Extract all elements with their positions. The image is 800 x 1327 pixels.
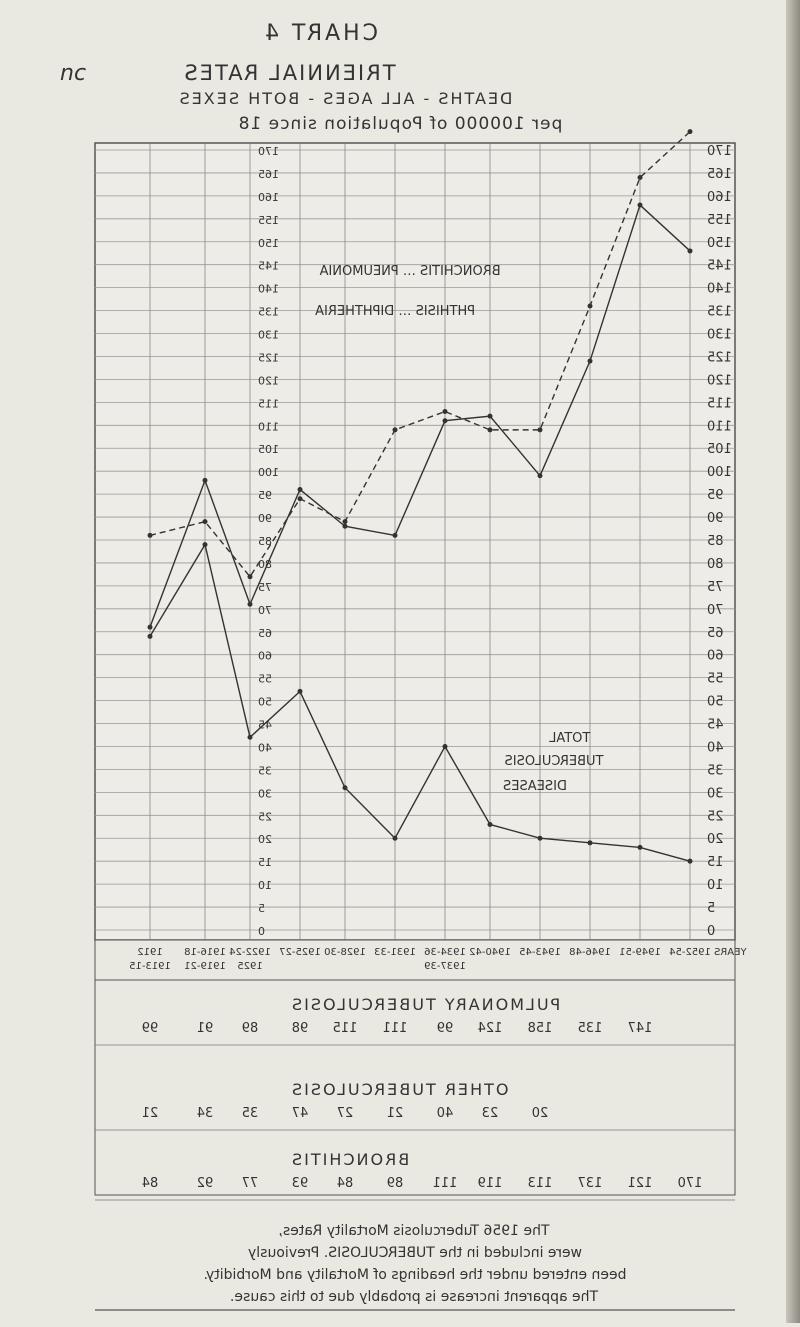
series-point — [393, 533, 398, 538]
series-point — [638, 845, 643, 850]
y-tick-label-inner: 150 — [258, 236, 279, 250]
y-axis-label: YEARS — [714, 947, 747, 958]
y-tick-label-inner: 75 — [258, 580, 272, 594]
x-tick-label: 1925 — [237, 961, 263, 972]
series-point — [248, 735, 253, 740]
y-tick-label-inner: 25 — [258, 810, 272, 824]
page-edge — [786, 0, 800, 1323]
x-tick-label: 1928-30 — [324, 947, 366, 958]
y-tick-label-right: 95 — [707, 488, 724, 504]
y-tick-label-right: 110 — [707, 419, 732, 435]
table-cell: 84 — [141, 1176, 159, 1191]
series-point — [488, 427, 493, 432]
y-tick-label-inner: 85 — [258, 535, 272, 548]
table-cell: 40 — [436, 1106, 454, 1121]
y-tick-label-right: 10 — [707, 878, 724, 894]
table-cell: 27 — [336, 1106, 354, 1121]
series-point — [538, 473, 543, 478]
y-tick-label-inner: 140 — [258, 282, 279, 296]
table-row-label: BRONCHITIS — [290, 1150, 410, 1169]
y-tick-label-inner: 35 — [258, 764, 272, 778]
y-tick-label-right: 120 — [707, 373, 732, 389]
x-tick-label: 1940-42 — [469, 947, 511, 958]
series-point — [443, 744, 448, 749]
chart-title-line2: DEATHS - ALL AGES - BOTH SEXES — [177, 89, 513, 108]
y-tick-label-inner: 20 — [258, 833, 272, 847]
y-tick-label-right: 130 — [707, 327, 732, 343]
y-tick-label-inner: 165 — [258, 167, 279, 181]
x-tick-label: 1913-15 — [129, 961, 171, 972]
x-label-band — [95, 940, 735, 980]
y-tick-label-inner: 70 — [258, 603, 272, 617]
series-point — [688, 859, 693, 864]
series-point — [203, 478, 208, 483]
series-point — [148, 625, 153, 630]
table-cell: 111 — [382, 1021, 408, 1036]
y-tick-label-right: 60 — [707, 648, 724, 664]
y-tick-label-right: 165 — [707, 166, 732, 182]
series-point — [393, 836, 398, 841]
table-row-label: PULMONARY TUBERCULOSIS — [290, 995, 561, 1014]
series-point — [688, 129, 693, 134]
y-tick-label-right: 150 — [707, 235, 732, 251]
table-cell: 89 — [386, 1176, 404, 1191]
table-cell: 135 — [577, 1021, 603, 1036]
annotation-label: DISEASES — [503, 779, 567, 794]
x-tick-label: 1912 — [137, 947, 163, 958]
annotation-label: PHTHISIS … DIPHTHERIA — [315, 304, 476, 319]
series-point — [588, 359, 593, 364]
table-cell: 158 — [527, 1021, 553, 1036]
series-point — [538, 836, 543, 841]
series-point — [343, 524, 348, 529]
series-point — [148, 634, 153, 639]
y-tick-label-inner: 50 — [258, 695, 272, 709]
table-cell: 89 — [241, 1021, 259, 1036]
y-tick-label-inner: 160 — [258, 190, 279, 204]
y-tick-label-right: 155 — [707, 212, 732, 228]
table-cell: 147 — [627, 1021, 653, 1036]
x-tick-label: 1916-18 — [184, 947, 226, 958]
table-cell: 170 — [677, 1176, 703, 1191]
chart-title-line1: TRIENNIAL RATES — [182, 61, 396, 85]
y-tick-label-right: 100 — [707, 465, 732, 481]
y-tick-label-right: 115 — [707, 396, 732, 412]
table-cell: 21 — [141, 1106, 159, 1121]
y-tick-label-right: 55 — [707, 671, 724, 687]
y-tick-label-right: 40 — [707, 740, 724, 756]
series-point — [538, 427, 543, 432]
y-tick-label-right: 85 — [707, 534, 724, 549]
y-tick-label-inner: 170 — [258, 145, 279, 158]
y-tick-label-inner: 55 — [258, 672, 272, 686]
series-point — [588, 840, 593, 845]
corner-mark: nc — [60, 61, 87, 86]
series-point — [638, 175, 643, 180]
table-cell: 77 — [241, 1176, 259, 1191]
table-cell: 92 — [196, 1176, 214, 1191]
series-point — [203, 519, 208, 524]
series-point — [343, 785, 348, 790]
chart-header — [60, 21, 562, 134]
table-cell: 91 — [196, 1021, 214, 1036]
y-tick-label-inner: 135 — [258, 305, 279, 319]
y-tick-label-inner: 30 — [258, 787, 272, 801]
footnote-line: The 1956 Tuberculosis Mortality Rates, — [278, 1223, 550, 1239]
series-point — [148, 533, 153, 538]
y-tick-label-right: 140 — [707, 281, 732, 297]
x-tick-label: 1949-51 — [619, 947, 661, 958]
y-tick-label-inner: 110 — [258, 420, 279, 434]
x-tick-label: 1925-27 — [279, 947, 321, 958]
y-tick-label-right: 65 — [707, 625, 724, 641]
table-row-label: OTHER TUBERCULOSIS — [290, 1080, 509, 1099]
y-tick-label-inner: 65 — [258, 626, 272, 640]
y-tick-label-inner: 90 — [258, 512, 272, 526]
annotation-label: TUBERCULOSIS — [504, 754, 604, 769]
plot-frame — [95, 143, 735, 940]
footnote-line: were included in the TUBERCULOSIS. Previously — [247, 1245, 583, 1261]
series-point — [638, 203, 643, 208]
y-tick-label-inner: 115 — [258, 397, 279, 411]
table-cell: 99 — [141, 1021, 159, 1036]
y-tick-label-right: 5 — [707, 901, 716, 917]
y-tick-label-right: 145 — [707, 258, 732, 274]
series-point — [298, 496, 303, 501]
data-table — [95, 980, 735, 1200]
y-tick-label-right: 170 — [707, 144, 732, 159]
series-point — [488, 414, 493, 419]
y-tick-label-right: 45 — [707, 717, 724, 733]
table-cell: 34 — [196, 1106, 214, 1121]
series-point — [488, 822, 493, 827]
y-tick-label-right: 35 — [707, 763, 724, 779]
y-tick-label-inner: 10 — [258, 879, 272, 893]
table-cell: 84 — [336, 1176, 354, 1191]
footnote — [95, 1223, 735, 1310]
y-tick-label-right: 105 — [707, 442, 732, 458]
footnote-line: The apparent increase is probably due to this cause. — [229, 1289, 599, 1305]
y-tick-label-right: 25 — [707, 809, 724, 825]
y-tick-label-inner: 130 — [258, 328, 279, 342]
y-tick-label-inner: 155 — [258, 213, 279, 227]
y-tick-label-right: 135 — [707, 304, 732, 320]
series-point — [298, 689, 303, 694]
chart-title-line3: per 100000 of Population since 18 — [237, 114, 563, 134]
x-axis-labels — [95, 940, 748, 980]
x-tick-label: 1919-21 — [184, 961, 226, 972]
y-tick-label-inner: 15 — [258, 856, 272, 870]
x-tick-label: 1931-33 — [374, 947, 416, 958]
y-tick-label-right: 50 — [707, 694, 724, 710]
y-tick-label-inner: 100 — [258, 466, 279, 480]
table-cell: 93 — [291, 1176, 309, 1191]
series-point — [343, 519, 348, 524]
series-point — [298, 487, 303, 492]
y-tick-label-right: 80 — [707, 556, 724, 572]
x-tick-label: 1952-54 — [669, 947, 711, 958]
y-tick-label-inner: 60 — [258, 649, 272, 663]
x-tick-label: 1937-39 — [424, 961, 466, 972]
table-cell: 98 — [291, 1021, 309, 1036]
y-tick-label-right: 70 — [707, 602, 724, 618]
table-cell: 47 — [291, 1106, 309, 1121]
x-tick-label: 1922-24 — [229, 947, 271, 958]
y-tick-label-inner: 0 — [258, 925, 265, 938]
series-point — [203, 542, 208, 547]
y-tick-label-right: 75 — [707, 579, 724, 595]
y-tick-label-inner: 45 — [258, 718, 272, 732]
y-tick-label-inner: 95 — [258, 489, 272, 503]
y-tick-label-right: 30 — [707, 786, 724, 802]
y-tick-label-right: 20 — [707, 832, 724, 848]
series-point — [588, 304, 593, 309]
x-tick-label: 1934-36 — [424, 947, 466, 958]
table-cell: 20 — [531, 1106, 549, 1121]
y-tick-label-inner: 120 — [258, 374, 279, 388]
table-cell: 137 — [577, 1176, 603, 1191]
y-tick-label-right: 15 — [707, 855, 724, 871]
y-tick-label-inner: 5 — [258, 902, 265, 916]
y-tick-label-right: 160 — [707, 189, 732, 205]
y-tick-label-inner: 125 — [258, 351, 279, 365]
chart-header-text: CHART 4 — [261, 21, 379, 46]
table-cell: 111 — [432, 1176, 458, 1191]
y-tick-label-inner: 105 — [258, 443, 279, 457]
series-point — [443, 409, 448, 414]
y-tick-label-inner: 145 — [258, 259, 279, 273]
y-tick-label-right: 90 — [707, 511, 724, 527]
y-tick-label-inner: 80 — [258, 557, 272, 571]
y-tick-label-right: 125 — [707, 350, 732, 366]
table-cell: 21 — [386, 1106, 404, 1121]
table-cell: 113 — [527, 1176, 553, 1191]
table-cell: 99 — [436, 1021, 454, 1036]
table-cell: 23 — [481, 1106, 499, 1121]
table-cell: 121 — [627, 1176, 653, 1191]
series-point — [248, 602, 253, 607]
plot-area — [95, 129, 735, 940]
table-cell: 119 — [477, 1176, 503, 1191]
series-point — [393, 427, 398, 432]
table-cell: 115 — [332, 1021, 358, 1036]
y-tick-label-inner: 40 — [258, 741, 272, 755]
series-point — [443, 418, 448, 423]
table-cell: 35 — [241, 1106, 259, 1121]
series-point — [688, 248, 693, 253]
x-tick-label: 1943-45 — [519, 947, 561, 958]
y-tick-label-right: 0 — [707, 924, 716, 939]
footnote-line: been entered under the headings of Mortality and Morbidity. — [203, 1267, 627, 1283]
series-point — [248, 574, 253, 579]
annotation-label: TOTAL — [549, 731, 591, 746]
x-tick-label: 1946-48 — [569, 947, 611, 958]
annotation-label: BRONCHITIS … PNEUMONIA — [319, 264, 501, 279]
table-cell: 124 — [477, 1021, 503, 1036]
